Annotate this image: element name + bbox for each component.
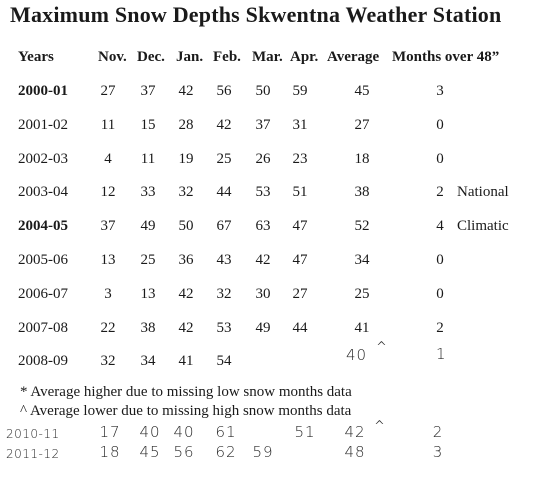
row-value: 23 (292, 150, 308, 167)
row-year: 2002-03 (18, 150, 68, 167)
row-value: 47 (292, 252, 308, 268)
row-value: 13 (100, 252, 116, 268)
row-months-over: 3 (436, 83, 444, 99)
row-average: 34 (354, 252, 370, 268)
row-value: 27 (100, 83, 116, 99)
row-value: 4 (104, 150, 112, 167)
handwritten-2008-average: 40 (346, 346, 368, 364)
row-value: 25 (140, 252, 156, 268)
row-months-over: 0 (436, 116, 444, 133)
handwritten-value: 62 (215, 443, 237, 461)
row-year: 2001-02 (18, 116, 68, 133)
row-value: 32 (178, 184, 194, 201)
handwritten-year: 2011-12 (6, 447, 60, 461)
row-value: 25 (216, 150, 232, 167)
header-apr: Apr. (290, 49, 319, 65)
row-value: 12 (100, 184, 116, 201)
row-year: 2007-08 (18, 319, 68, 336)
row-value: 37 (255, 116, 271, 133)
row-value: 42 (178, 319, 194, 336)
row-value: 56 (216, 83, 232, 99)
row-value: 43 (216, 252, 232, 268)
header-nov: Nov. (98, 49, 127, 65)
row-value: 32 (100, 353, 116, 370)
row-value: 53 (255, 184, 271, 201)
handwritten-value: 18 (99, 443, 121, 461)
row-value: 26 (255, 150, 271, 167)
row-value: 49 (140, 218, 156, 235)
note-average-higher: * Average higher due to missing low snow months data (20, 384, 352, 400)
row-value: 54 (216, 353, 232, 370)
row-value: 50 (178, 218, 194, 235)
handwritten-value: 17 (99, 423, 121, 441)
row-value: 15 (140, 116, 156, 133)
handwritten-value: 45 (139, 443, 161, 461)
row-months-over: 2 (436, 319, 444, 336)
row-value: 11 (140, 150, 156, 167)
row-value: 37 (140, 83, 156, 99)
header-months-over-48: Months over 48” (392, 49, 500, 65)
row-average: 38 (354, 184, 370, 201)
handwritten-value: 59 (252, 443, 274, 461)
row-value: 31 (292, 116, 308, 133)
row-year: 2006-07 (18, 285, 68, 302)
row-average: 41 (354, 319, 370, 336)
row-year: 2003-04 (18, 184, 68, 201)
header-feb: Feb. (213, 49, 241, 65)
row-average: 52 (354, 218, 370, 235)
row-value: 11 (100, 116, 116, 133)
row-value: 38 (140, 319, 156, 336)
row-value: 33 (140, 184, 156, 201)
row-year: 2000-01 (18, 83, 68, 99)
row-side-note: Climatic (457, 218, 509, 235)
header-mar: Mar. (252, 49, 283, 65)
row-value: 22 (100, 319, 116, 336)
row-value: 51 (292, 184, 308, 201)
row-value: 63 (255, 218, 271, 235)
row-value: 44 (292, 319, 308, 336)
note-average-lower: ^ Average lower due to missing high snow months data (20, 403, 352, 419)
row-value: 49 (255, 319, 271, 336)
row-value: 36 (178, 252, 194, 268)
row-value: 37 (100, 218, 116, 235)
row-value: 53 (216, 319, 232, 336)
row-average: 25 (354, 285, 370, 302)
row-value: 13 (140, 285, 156, 302)
row-value: 50 (255, 83, 271, 99)
handwritten-value: 51 (294, 423, 316, 441)
handwritten-mark: ^ (374, 419, 386, 434)
handwritten-average: 48 (344, 443, 366, 461)
row-value: 32 (216, 285, 232, 302)
handwritten-value: 40 (139, 423, 161, 441)
handwritten-average: 42 (344, 423, 366, 441)
row-year: 2008-09 (18, 353, 68, 370)
row-year: 2005-06 (18, 252, 68, 268)
row-value: 42 (255, 252, 271, 268)
page-title: Maximum Snow Depths Skwentna Weather Station (10, 2, 502, 27)
handwritten-2008-months-over: 1 (436, 345, 447, 363)
handwritten-value: 40 (173, 423, 195, 441)
handwritten-year: 2010-11 (6, 427, 60, 441)
row-value: 27 (292, 285, 308, 302)
header-average: Average (327, 49, 380, 65)
row-value: 44 (216, 184, 232, 201)
row-value: 59 (292, 83, 308, 99)
handwritten-2008-mark: ^ (376, 340, 388, 355)
handwritten-months-over: 3 (432, 443, 444, 461)
row-value: 30 (255, 285, 271, 302)
row-value: 42 (216, 116, 232, 133)
row-year: 2004-05 (18, 218, 68, 235)
row-value: 41 (178, 353, 194, 370)
handwritten-months-over: 2 (432, 423, 444, 441)
row-value: 42 (178, 285, 194, 302)
row-side-note: National (457, 184, 509, 201)
row-average: 27 (354, 116, 370, 133)
row-average: 45 (354, 83, 370, 99)
row-months-over: 0 (436, 252, 444, 268)
header-dec: Dec. (137, 49, 165, 65)
handwritten-value: 61 (215, 423, 237, 441)
row-value: 19 (178, 150, 194, 167)
header-years: Years (18, 49, 54, 65)
header-jan: Jan. (176, 49, 204, 65)
row-value: 47 (292, 218, 308, 235)
row-months-over: 0 (436, 150, 444, 167)
row-months-over: 2 (436, 184, 444, 201)
handwritten-value: 56 (173, 443, 195, 461)
row-months-over: 4 (436, 218, 444, 235)
row-value: 28 (178, 116, 194, 133)
row-months-over: 0 (436, 285, 444, 302)
row-value: 67 (216, 218, 232, 235)
row-value: 34 (140, 353, 156, 370)
row-value: 3 (104, 285, 112, 302)
row-average: 18 (354, 150, 370, 167)
row-value: 42 (178, 83, 194, 99)
